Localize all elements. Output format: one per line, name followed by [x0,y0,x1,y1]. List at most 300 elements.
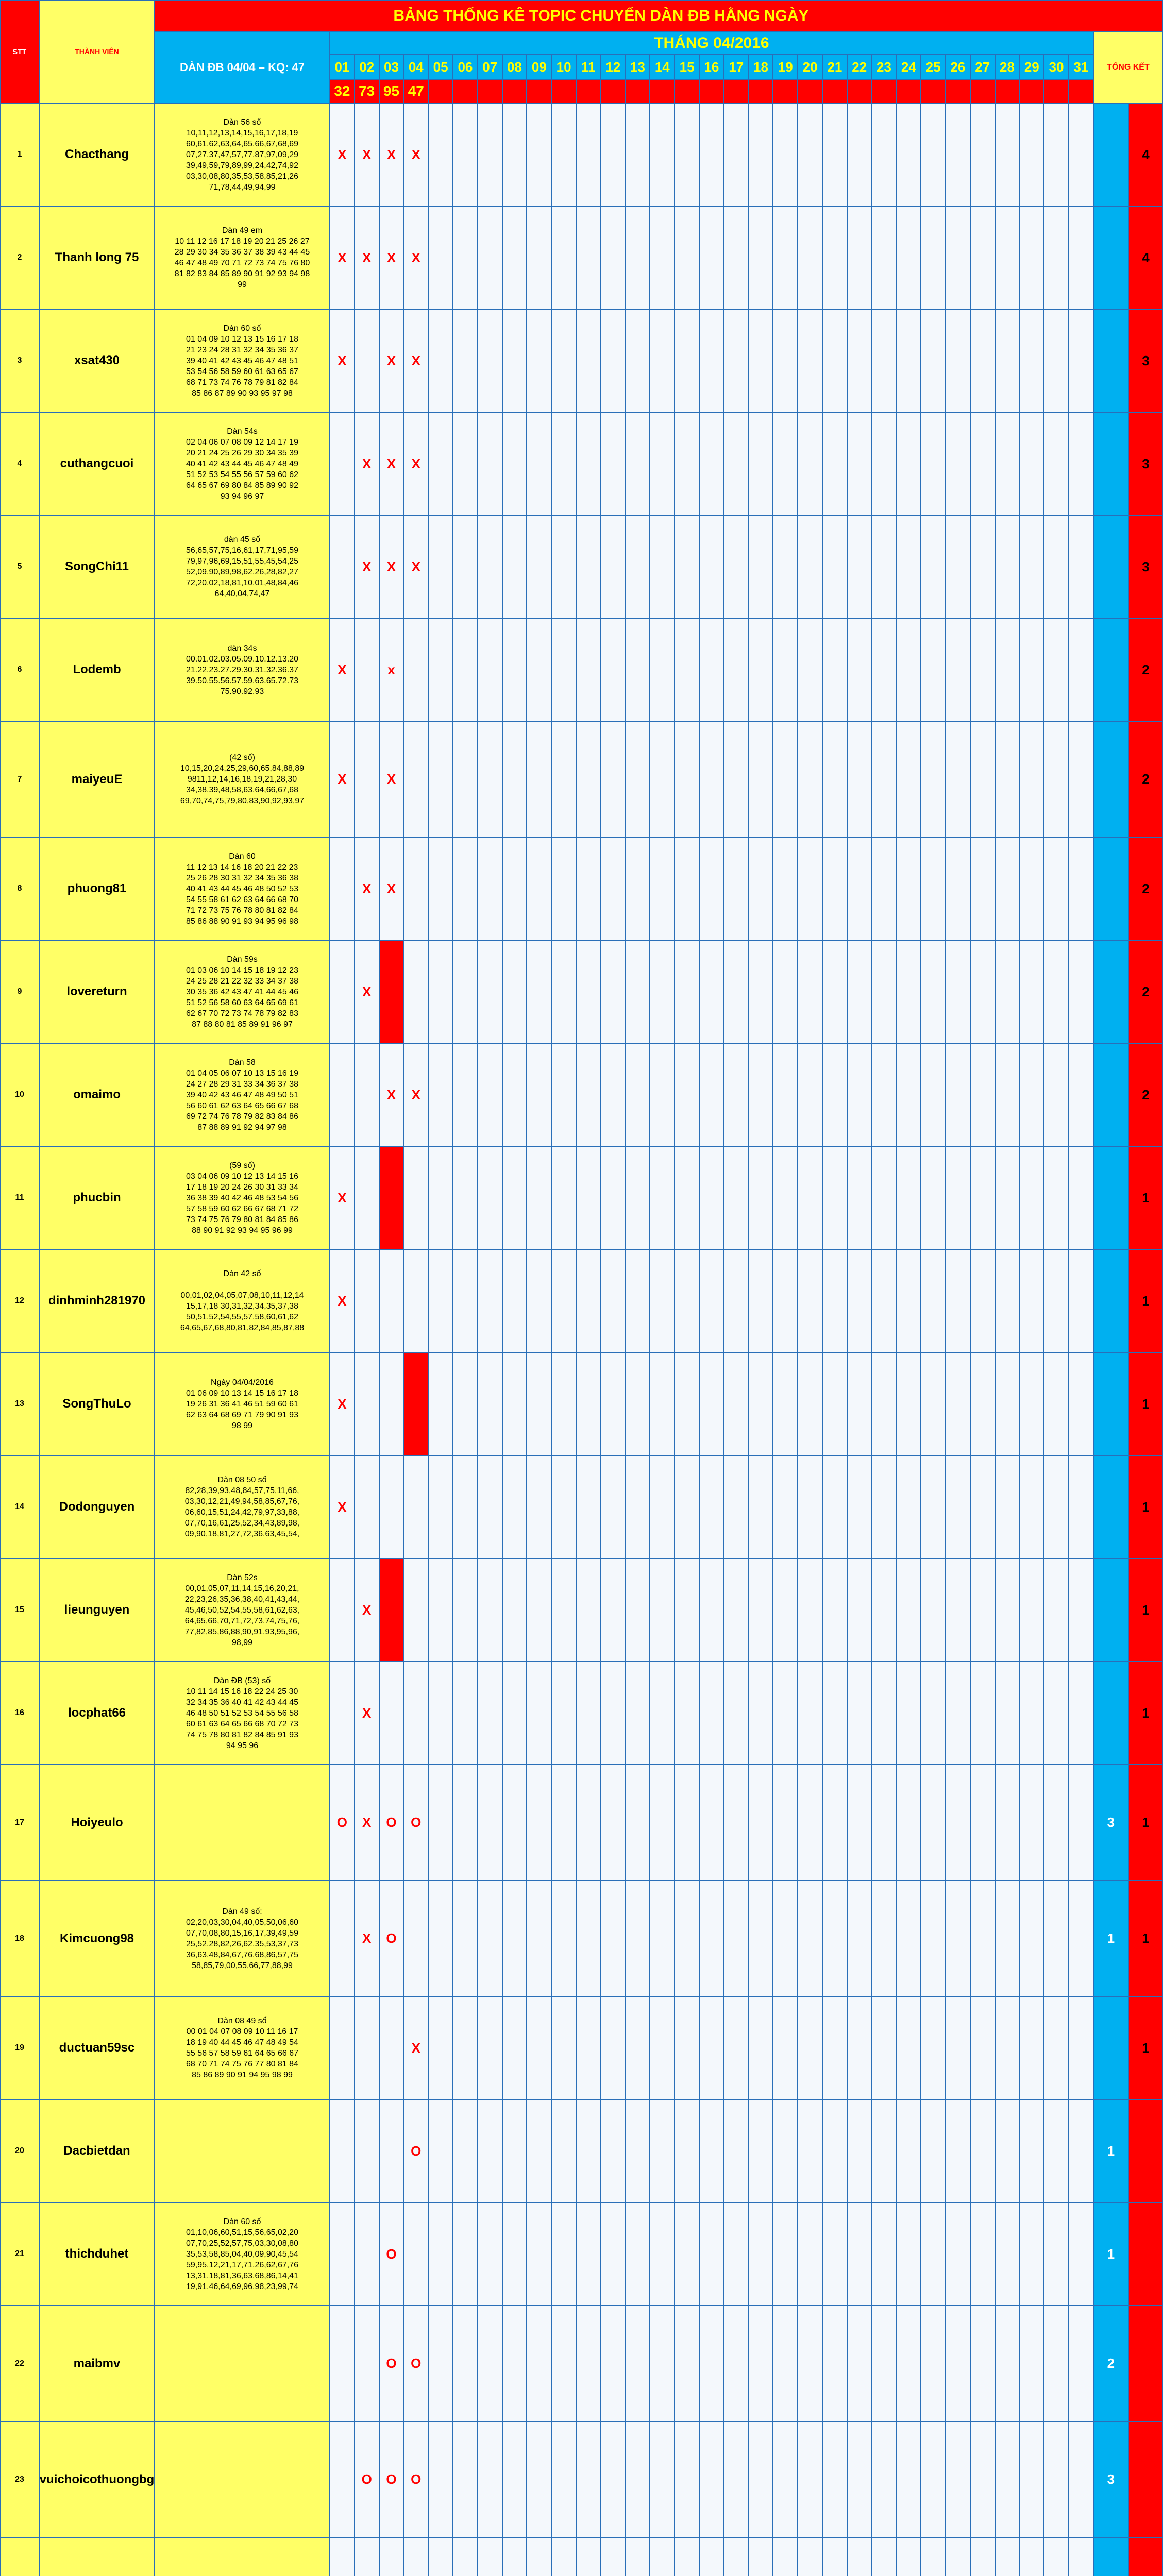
day-cell [847,2306,872,2421]
day-cell [724,1352,749,1455]
day-cell [478,103,502,206]
day-cell [1069,309,1093,412]
day-cell [995,618,1020,721]
day-cell [822,1558,847,1662]
member-name: Hoiyeulo [39,1765,155,1880]
dan-numbers [155,2537,330,2576]
day-cell [773,1043,798,1146]
member-name: maibmv [39,2306,155,2421]
day-cell [872,1880,897,1996]
day-cell [872,2421,897,2537]
day-cell [576,2537,601,2576]
day-cell: O [330,1765,355,1880]
total-count: 3 [1128,515,1163,618]
day-cell [1019,206,1044,309]
day-26: 26 [946,55,970,79]
day-cell [379,1662,404,1765]
day-cell [822,1996,847,2099]
day-cell [576,2306,601,2421]
day-cell [1019,515,1044,618]
day-cell [626,837,650,940]
day-cell [921,1880,946,1996]
day-cell [527,2202,551,2306]
day-cell [872,309,897,412]
member-name: SongThuLo [39,1352,155,1455]
day-cell [921,721,946,837]
day-cell [847,103,872,206]
total-hit [1093,837,1128,940]
day-cell [995,1558,1020,1662]
day-cell [650,837,675,940]
day-cell [896,2537,921,2576]
dan-numbers: (59 số) 03 04 06 09 10 12 13 14 15 16 17 18 19 20 24 26 30 31 33 34 36 38 39 40 42 46 48 53 54 56 57 58 59 60 62 66 67 68 71 72 73 74 75 76 79 80 81 84 85 86 88 90 91 92 93 94 95 96 99 [155,1146,330,1249]
day-cell [749,1352,773,1455]
day-cell [626,618,650,721]
day-cell [675,1662,699,1765]
day-cell [527,618,551,721]
day-cell [379,2099,404,2202]
day-cell [1069,1146,1093,1249]
day-cell [995,1043,1020,1146]
day-15: 15 [675,55,699,79]
result-13 [626,79,650,103]
day-cell [724,940,749,1043]
day-cell [1044,309,1069,412]
day-cell [798,2306,822,2421]
day-cell [847,1352,872,1455]
day-cell [576,940,601,1043]
day-cell [650,412,675,515]
day-cell [896,1455,921,1558]
result-07 [478,79,502,103]
day-cell [675,309,699,412]
day-cell [576,515,601,618]
day-cell [773,1558,798,1662]
day-cell [527,1455,551,1558]
day-cell [724,412,749,515]
day-cell [946,2537,970,2576]
total-hit [1093,309,1128,412]
member-name: xsat430 [39,309,155,412]
day-cell: X [379,309,404,412]
dan-numbers: Dàn 58 01 04 05 06 07 10 13 15 16 19 24 27 28 29 31 33 34 36 37 38 39 40 42 43 46 47 48 49 50 51 56 60 61 62 63 64 65 66 67 68 69 72 74 76 78 79 82 83 84 86 87 88 89 91 92 94 97 98 [155,1043,330,1146]
day-cell [724,1880,749,1996]
total-hit [1093,1558,1128,1662]
day-cell [650,1249,675,1352]
day-cell: X [379,206,404,309]
result-15 [675,79,699,103]
day-cell [626,940,650,1043]
day-cell [946,1996,970,2099]
day-cell: X [355,103,379,206]
total-count [1128,2306,1163,2421]
day-cell [896,515,921,618]
total-hit [1093,1662,1128,1765]
day-cell [1044,1352,1069,1455]
day-cell [527,1249,551,1352]
member-name: phuong81 [39,837,155,940]
day-05: 05 [428,55,453,79]
member-name: Kimcuong98 [39,1880,155,1996]
day-cell [798,1880,822,1996]
day-cell [798,1558,822,1662]
day-02: 02 [355,55,379,79]
day-cell [970,2099,995,2202]
day-cell [601,1662,626,1765]
day-cell [626,1455,650,1558]
dan-numbers: dàn 45 số 56,65,57,75,16,61,17,71,95,59 79,97,96,69,15,51,55,45,54,25 52,09,90,89,98,62,26,28,82,27 72,20,02,18,81,10,01,48,84,46 64,40,04,74,47 [155,515,330,618]
dan-numbers: Dàn 49 em 10 11 12 16 17 18 19 20 21 25 26 27 28 29 30 34 35 36 37 38 39 43 44 45 46 47 48 49 70 71 72 73 74 75 76 80 81 82 83 84 85 89 90 91 92 93 94 98 99 [155,206,330,309]
day-cell [995,2099,1020,2202]
dan-numbers [155,1765,330,1880]
day-cell [699,2099,724,2202]
day-cell [749,1146,773,1249]
day-cell [650,1880,675,1996]
row-stt: 10 [0,1043,39,1146]
day-cell [576,1765,601,1880]
total-count: 2 [1128,837,1163,940]
day-cell [379,1996,404,2099]
day-cell [551,2099,576,2202]
total-count [1128,2537,1163,2576]
day-cell [527,1043,551,1146]
day-cell [650,1455,675,1558]
day-cell [798,1249,822,1352]
day-cell [650,721,675,837]
day-cell [1069,1043,1093,1146]
day-cell [551,2306,576,2421]
day-cell [355,2099,379,2202]
day-cell [1069,1662,1093,1765]
day-cell [650,1352,675,1455]
day-cell [1019,1249,1044,1352]
day-cell [576,1996,601,2099]
day-cell [551,2537,576,2576]
day-cell [970,1880,995,1996]
day-cell [946,2202,970,2306]
day-cell [872,1249,897,1352]
day-19: 19 [773,55,798,79]
total-hit [1093,103,1128,206]
day-cell [428,618,453,721]
day-cell [946,1043,970,1146]
day-cell [527,1352,551,1455]
day-cell: X [379,412,404,515]
day-cell [749,1558,773,1662]
day-cell [749,206,773,309]
total-count: 1 [1128,1765,1163,1880]
row-stt: 4 [0,412,39,515]
day-cell [1019,618,1044,721]
day-cell [502,837,527,940]
day-cell [847,206,872,309]
day-cell [502,1352,527,1455]
day-cell [502,1249,527,1352]
day-cell [872,940,897,1043]
day-cell [847,1996,872,2099]
day-cell [1069,1455,1093,1558]
day-cell [478,1765,502,1880]
day-cell [822,940,847,1043]
member-name: Thanh long 75 [39,206,155,309]
day-cell [502,2202,527,2306]
day-cell [995,1352,1020,1455]
day-cell [502,515,527,618]
day-cell [330,1880,355,1996]
day-cell [675,1352,699,1455]
day-cell [330,2537,355,2576]
day-cell: X [403,515,428,618]
day-cell [822,2099,847,2202]
day-cell [1019,1352,1044,1455]
day-cell [896,940,921,1043]
day-cell [724,206,749,309]
day-cell [724,1249,749,1352]
day-cell [847,1880,872,1996]
total-hit [1093,1146,1128,1249]
total-hit: 3 [1093,2421,1128,2537]
day-cell [699,2537,724,2576]
day-cell [749,1880,773,1996]
day-cell [847,1249,872,1352]
row-stt: 18 [0,1880,39,1996]
total-count: 1 [1128,1455,1163,1558]
day-cell [650,2202,675,2306]
dan-numbers: Dàn 60 số 01,10,06,60,51,15,56,65,02,20 07,70,25,52,57,75,03,30,08,80 35,53,58,85,04,40,09,90,45,54 59,95,12,21,17,71,26,62,67,76 13,31,18,81,36,63,68,86,14,41 19,91,46,64,69,96,98,23,99,74 [155,2202,330,2306]
day-cell [699,2306,724,2421]
day-cell [872,1558,897,1662]
day-cell [921,1558,946,1662]
day-cell [675,1765,699,1880]
day-cell: O [379,1880,404,1996]
day-cell: X [355,1662,379,1765]
day-16: 16 [699,55,724,79]
day-cell [773,103,798,206]
day-cell [847,1455,872,1558]
day-cell [502,940,527,1043]
day-cell [330,2202,355,2306]
day-cell [1044,1146,1069,1249]
day-cell [502,1455,527,1558]
day-cell [601,309,626,412]
day-cell [822,837,847,940]
day-cell [773,2421,798,2537]
day-cell [1069,1352,1093,1455]
day-09: 09 [527,55,551,79]
day-cell [527,721,551,837]
day-24: 24 [896,55,921,79]
day-cell [601,1249,626,1352]
day-cell [847,1765,872,1880]
day-cell [773,1249,798,1352]
day-cell [798,206,822,309]
day-cell [478,2099,502,2202]
result-29 [1019,79,1044,103]
day-cell [970,103,995,206]
row-stt: 22 [0,2306,39,2421]
total-hit [1093,721,1128,837]
day-cell [453,618,478,721]
day-cell [1019,2099,1044,2202]
day-cell [675,2421,699,2537]
day-cell [896,837,921,940]
day-cell [355,618,379,721]
day-cell [330,1043,355,1146]
day-cell: O [403,2306,428,2421]
day-cell [650,1558,675,1662]
day-cell: X [330,1146,355,1249]
total-hit: 1 [1093,1880,1128,1996]
day-cell [428,1455,453,1558]
day-cell [478,2421,502,2537]
day-cell [626,309,650,412]
day-cell: X [403,206,428,309]
day-cell [822,1146,847,1249]
day-cell [1044,103,1069,206]
day-cell [478,1146,502,1249]
day-cell [946,1352,970,1455]
day-cell [724,309,749,412]
day-cell [601,1352,626,1455]
member-name: Chacthang [39,103,155,206]
day-cell [896,206,921,309]
day-cell [749,1996,773,2099]
day-cell: O [355,2421,379,2537]
day-cell [970,1455,995,1558]
total-count: 1 [1128,1996,1163,2099]
day-cell [847,2537,872,2576]
dan-numbers: Dàn 54s 02 04 06 07 08 09 12 14 17 19 20 21 24 25 26 29 30 34 35 39 40 41 42 43 44 45 46 47 48 49 51 52 53 54 55 56 57 59 60 62 64 65 67 69 80 84 85 89 90 92 93 94 96 97 [155,412,330,515]
day-cell [1069,103,1093,206]
day-cell [970,1765,995,1880]
day-cell [822,1455,847,1558]
day-cell [798,2421,822,2537]
day-cell [724,515,749,618]
day-cell [773,2306,798,2421]
day-cell [847,515,872,618]
day-cell [428,206,453,309]
day-cell [626,206,650,309]
day-cell [773,1996,798,2099]
total-count: 2 [1128,940,1163,1043]
day-cell [724,1662,749,1765]
day-cell [1044,1662,1069,1765]
day-cell [330,940,355,1043]
total-count: 4 [1128,206,1163,309]
day-cell [502,412,527,515]
day-cell [576,1146,601,1249]
row-stt: 12 [0,1249,39,1352]
day-cell [428,1146,453,1249]
day-cell [724,721,749,837]
total-count: 2 [1128,618,1163,721]
day-cell [379,1352,404,1455]
day-cell [428,2306,453,2421]
day-cell [921,1249,946,1352]
day-cell [699,515,724,618]
total-count: 4 [1128,103,1163,206]
day-cell [896,1880,921,1996]
day-cell [699,1043,724,1146]
day-cell [773,515,798,618]
day-cell [675,1249,699,1352]
result-11 [576,79,601,103]
dan-numbers: Dàn 56 số 10,11,12,13,14,15,16,17,18,19 60,61,62,63,64,65,66,67,68,69 07,27,37,47,57,77,87,97,09,29 39,49,59,79,89,99,24,42,74,92 03,30,08,80,35,53,58,85,21,26 71,78,44,49,94,99 [155,103,330,206]
day-cell [773,1880,798,1996]
day-cell [995,2421,1020,2537]
day-cell [527,2306,551,2421]
day-cell [970,721,995,837]
day-cell [601,2099,626,2202]
day-cell: O [403,2099,428,2202]
day-cell [798,1996,822,2099]
day-cell [601,412,626,515]
day-cell [453,1996,478,2099]
day-cell [551,412,576,515]
day-cell [872,412,897,515]
day-cell [675,618,699,721]
row-stt: 5 [0,515,39,618]
day-cell [650,2306,675,2421]
day-cell [822,103,847,206]
day-cell [502,103,527,206]
day-cell [601,2537,626,2576]
day-cell [749,2421,773,2537]
day-cell [970,940,995,1043]
day-cell: X [330,1352,355,1455]
day-cell [576,2202,601,2306]
day-cell [1044,2099,1069,2202]
day-cell [970,618,995,721]
row-stt: 1 [0,103,39,206]
row-stt: 21 [0,2202,39,2306]
dan-numbers [155,2306,330,2421]
day-cell: X [379,837,404,940]
day-cell: X [379,721,404,837]
day-cell [1019,1043,1044,1146]
day-cell [1019,2202,1044,2306]
day-cell [749,1765,773,1880]
day-cell [1019,1880,1044,1996]
day-cell [576,1558,601,1662]
day-cell [896,1558,921,1662]
day-cell [970,1146,995,1249]
day-cell: O [379,2202,404,2306]
day-cell [650,2537,675,2576]
result-27 [970,79,995,103]
total-count: 1 [1128,1662,1163,1765]
day-cell [699,1996,724,2099]
day-cell [601,515,626,618]
day-cell: X [403,309,428,412]
day-cell [576,1249,601,1352]
total-hit [1093,412,1128,515]
day-cell [379,940,404,1043]
result-02: 73 [355,79,379,103]
day-cell [355,2306,379,2421]
day-cell [330,1662,355,1765]
day-cell [1044,1996,1069,2099]
day-cell [847,618,872,721]
day-cell [601,1558,626,1662]
day-cell [724,2306,749,2421]
result-03: 95 [379,79,404,103]
day-cell [428,1558,453,1662]
day-cell [872,2306,897,2421]
day-cell [626,412,650,515]
day-cell [946,1249,970,1352]
day-cell [527,1146,551,1249]
